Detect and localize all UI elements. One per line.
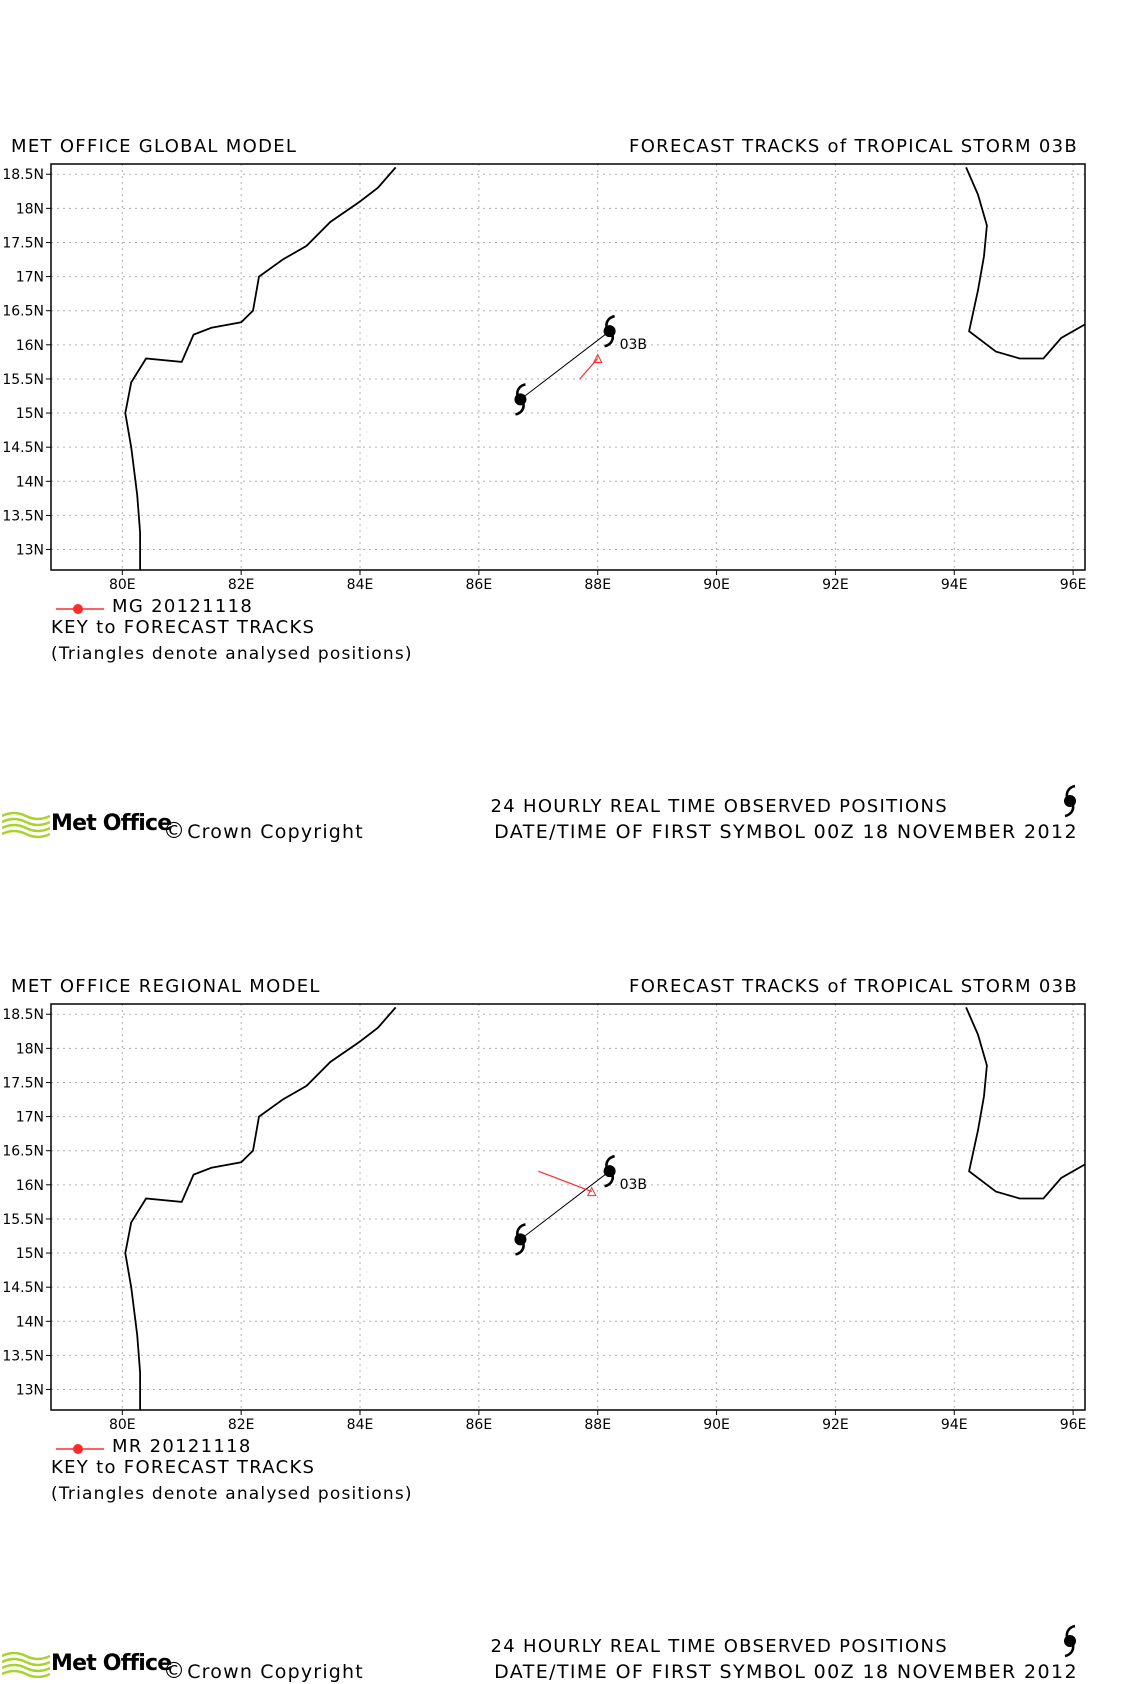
- model-title: MET OFFICE GLOBAL MODEL: [11, 136, 298, 157]
- lat-tick-label: 13.5N: [2, 508, 44, 525]
- lat-tick-label: 14.5N: [2, 1280, 44, 1297]
- coastline-myanmar: [966, 1007, 1085, 1198]
- lat-tick-label: 16.5N: [2, 1143, 44, 1160]
- tropical-storm-icon: [1058, 1624, 1082, 1658]
- key-note: (Triangles denote analysed positions): [51, 644, 413, 664]
- map-frame: [51, 1004, 1085, 1410]
- lon-tick-label: 88E: [584, 1417, 612, 1430]
- key-note: (Triangles denote analysed positions): [51, 1484, 413, 1504]
- lat-tick-label: 15.5N: [2, 1211, 44, 1228]
- first-symbol-date: DATE/TIME OF FIRST SYMBOL 00Z 18 NOVEMBER 2012: [494, 1661, 1078, 1683]
- lon-tick-label: 96E: [1059, 577, 1087, 590]
- copyright-text: Crown Copyright: [187, 1661, 364, 1683]
- forecast-title: FORECAST TRACKS of TROPICAL STORM 03B: [629, 976, 1078, 997]
- lat-tick-label: 13.5N: [2, 1348, 44, 1365]
- lon-tick-label: 90E: [703, 1417, 730, 1430]
- lat-tick-label: 15.5N: [2, 371, 44, 388]
- lat-tick-label: 17N: [15, 1109, 44, 1126]
- forecast-track: [580, 359, 598, 379]
- brand-name: Met Office: [51, 1651, 172, 1676]
- lon-tick-label: 90E: [703, 577, 730, 590]
- met-office-logo-icon: [2, 810, 50, 838]
- model-title: MET OFFICE REGIONAL MODEL: [11, 976, 321, 997]
- lat-tick-label: 18N: [15, 1041, 44, 1058]
- lat-tick-label: 17.5N: [2, 1075, 44, 1092]
- lat-tick-label: 13N: [15, 1382, 44, 1399]
- observed-positions-label: 24 HOURLY REAL TIME OBSERVED POSITIONS: [490, 796, 948, 817]
- coastline-india: [125, 1007, 395, 1410]
- key-title: KEY to FORECAST TRACKS: [51, 1457, 316, 1478]
- met-office-logo-icon: [2, 1650, 50, 1678]
- storm-symbol-icon: [604, 1156, 616, 1186]
- lat-tick-label: 14.5N: [2, 440, 44, 457]
- lat-tick-label: 15N: [15, 406, 44, 423]
- copyright-text: Crown Copyright: [187, 821, 364, 843]
- lon-tick-label: 86E: [465, 1417, 493, 1430]
- lon-tick-label: 82E: [227, 1417, 255, 1430]
- observed-track: [520, 331, 609, 399]
- storm-symbol-icon: [514, 384, 526, 414]
- lon-tick-label: 84E: [346, 1417, 374, 1430]
- copyright-symbol: ©: [163, 819, 187, 844]
- lon-tick-label: 84E: [346, 577, 374, 590]
- key-title: KEY to FORECAST TRACKS: [51, 617, 316, 638]
- storm-symbol-icon: [514, 1224, 526, 1254]
- brand-name: Met Office: [51, 811, 172, 836]
- observed-positions-label: 24 HOURLY REAL TIME OBSERVED POSITIONS: [490, 1636, 948, 1657]
- lon-tick-label: 94E: [940, 1417, 968, 1430]
- lon-tick-label: 88E: [584, 577, 612, 590]
- legend-label: MG 20121118: [112, 596, 254, 617]
- lat-tick-label: 16.5N: [2, 303, 44, 320]
- lat-tick-label: 13N: [15, 542, 44, 559]
- legend-track-icon: [56, 1442, 104, 1456]
- copyright: [163, 1659, 364, 1684]
- lon-tick-label: 92E: [822, 577, 849, 590]
- track-map: [0, 150, 1130, 590]
- lat-tick-label: 14N: [15, 1314, 44, 1331]
- legend-label: MR 20121118: [112, 1436, 252, 1457]
- lon-tick-label: 80E: [108, 1417, 136, 1430]
- lat-tick-label: 18N: [15, 201, 44, 218]
- lat-tick-label: 15N: [15, 1246, 44, 1263]
- track-map: [0, 990, 1130, 1430]
- lon-tick-label: 82E: [227, 577, 255, 590]
- lat-tick-label: 16N: [15, 1177, 44, 1194]
- lon-tick-label: 92E: [822, 1417, 849, 1430]
- lat-tick-label: 16N: [15, 337, 44, 354]
- forecast-track: [538, 1171, 592, 1191]
- forecast-title: FORECAST TRACKS of TROPICAL STORM 03B: [629, 136, 1078, 157]
- tropical-storm-icon: [1058, 784, 1082, 818]
- lat-tick-label: 18.5N: [2, 1007, 44, 1024]
- legend-track-icon: [56, 602, 104, 616]
- lat-tick-label: 18.5N: [2, 167, 44, 184]
- copyright-symbol: ©: [163, 1659, 187, 1684]
- lat-tick-label: 17N: [15, 269, 44, 286]
- lon-tick-label: 80E: [108, 577, 136, 590]
- lon-tick-label: 96E: [1059, 1417, 1087, 1430]
- lon-tick-label: 94E: [940, 577, 968, 590]
- storm-label: 03B: [619, 337, 648, 354]
- storm-symbol-icon: [604, 316, 616, 346]
- storm-label: 03B: [619, 1177, 648, 1194]
- lon-tick-label: 86E: [465, 577, 493, 590]
- lat-tick-label: 14N: [15, 474, 44, 491]
- coastline-myanmar: [966, 167, 1085, 358]
- lat-tick-label: 17.5N: [2, 235, 44, 252]
- first-symbol-date: DATE/TIME OF FIRST SYMBOL 00Z 18 NOVEMBER 2012: [494, 821, 1078, 843]
- map-frame: [51, 164, 1085, 570]
- coastline-india: [125, 167, 395, 570]
- forecast-panel-regional: [0, 840, 1130, 1684]
